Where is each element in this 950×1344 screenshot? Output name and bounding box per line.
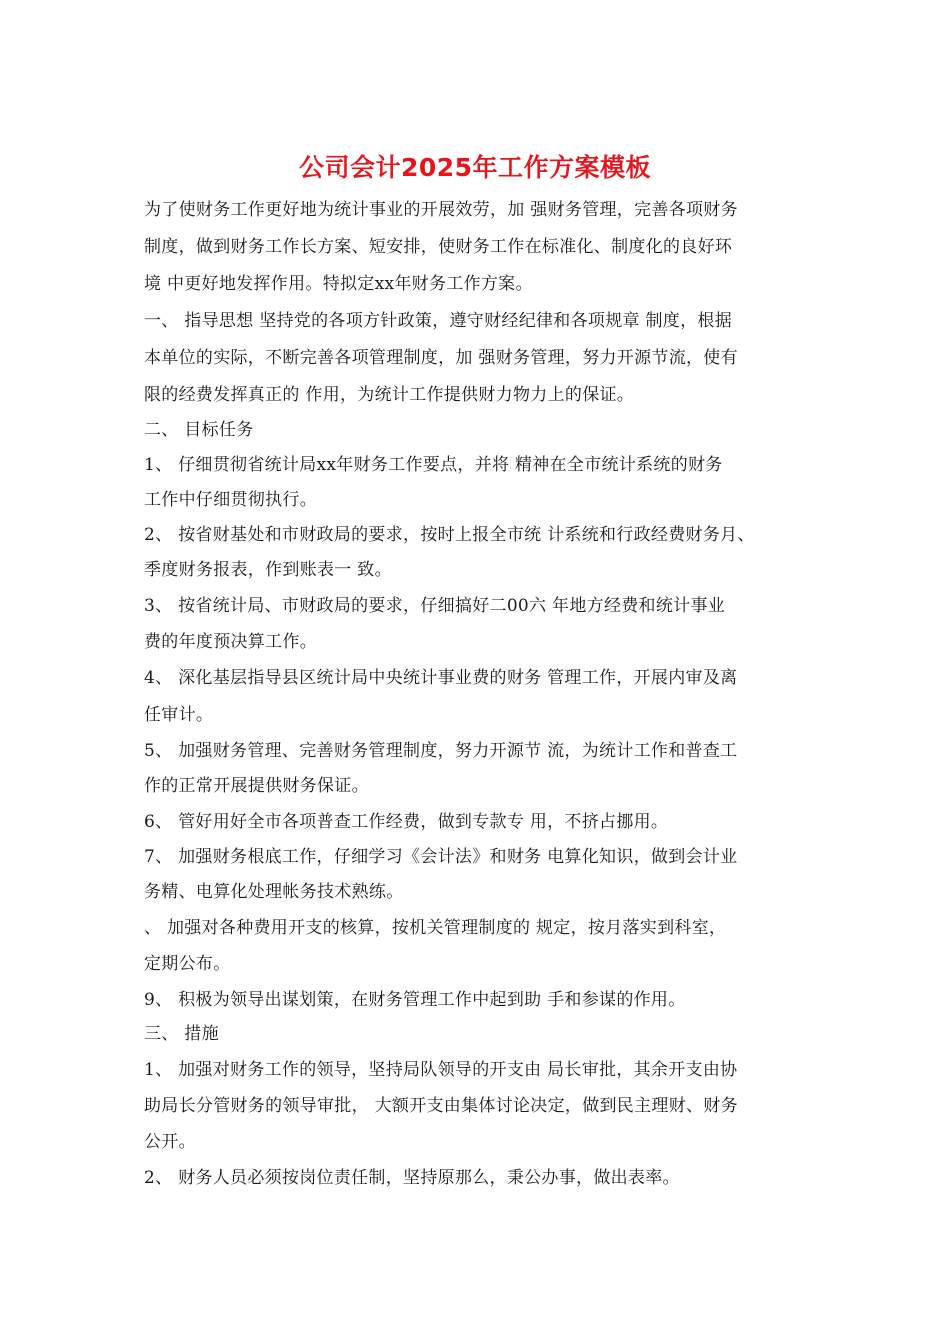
text-line: 一、 指导思想 坚持党的各项方针政策，遵守财经纪律和各项规章 制度，根据	[144, 311, 733, 331]
text-line: 本单位的实际，不断完善各项管理制度，加 强财务管理，努力开源节流，使有	[144, 348, 738, 368]
text-line: 任审计。	[144, 705, 214, 725]
text-line: 为了使财务工作更好地为统计事业的开展效劳，加 强财务管理，完善各项财务	[144, 200, 738, 220]
page-title: 公司会计2025年工作方案模板	[298, 153, 652, 182]
text-line: 7、 加强财务根底工作，仔细学习《会计法》和财务 电算化知识，做到会计业	[144, 847, 738, 867]
text-line: 公开。	[144, 1132, 196, 1152]
section-heading: 二、 目标任务	[144, 420, 254, 440]
text-line: 助局长分管财务的领导审批， 大额开支由集体讨论决定，做到民主理财、财务	[144, 1096, 738, 1116]
text-line: 季度财务报表，作到账表一 致。	[144, 560, 392, 580]
text-line: 2、 财务人员必须按岗位责任制，坚持原那么，秉公办事，做出表率。	[144, 1168, 680, 1188]
text-line: 6、 管好用好全市各项普查工作经费，做到专款专 用，不挤占挪用。	[144, 812, 669, 832]
text-line: 限的经费发挥真正的 作用，为统计工作提供财力物力上的保证。	[144, 385, 635, 405]
text-line: 2、 按省财基处和市财政局的要求，按时上报全市统 计系统和行政经费财务月、	[144, 525, 755, 545]
text-line: 1、 加强对财务工作的领导，坚持局队领导的开支由 局长审批，其余开支由协	[144, 1060, 738, 1080]
text-line: 制度，做到财务工作长方案、短安排，使财务工作在标准化、制度化的良好环	[144, 237, 733, 257]
section-heading: 三、 措施	[144, 1024, 219, 1044]
text-line: 定期公布。	[144, 954, 231, 974]
text-line: 务精、电算化处理帐务技术熟练。	[144, 882, 404, 902]
text-line: 境 中更好地发挥作用。特拟定xx年财务工作方案。	[144, 274, 533, 294]
text-line: 作的正常开展提供财务保证。	[144, 776, 369, 796]
text-line: 1、 仔细贯彻省统计局xx年财务工作要点，并将 精神在全市统计系统的财务	[144, 455, 723, 475]
text-line: 4、 深化基层指导县区统计局中央统计事业费的财务 管理工作，开展内审及离	[144, 668, 738, 688]
text-line: 9、 积极为领导出谋划策，在财务管理工作中起到助 手和参谋的作用。	[144, 990, 686, 1010]
text-line: 5、 加强财务管理、完善财务管理制度，努力开源节 流，为统计工作和普查工	[144, 741, 738, 761]
text-line: 费的年度预决算工作。	[144, 632, 317, 652]
text-line: 工作中仔细贯彻执行。	[144, 490, 317, 510]
text-line: 、 加强对各种费用开支的核算，按机关管理制度的 规定，按月落实到科室，	[144, 918, 727, 938]
text-line: 3、 按省统计局、市财政局的要求，仔细搞好二00六 年地方经费和统计事业	[144, 596, 726, 616]
